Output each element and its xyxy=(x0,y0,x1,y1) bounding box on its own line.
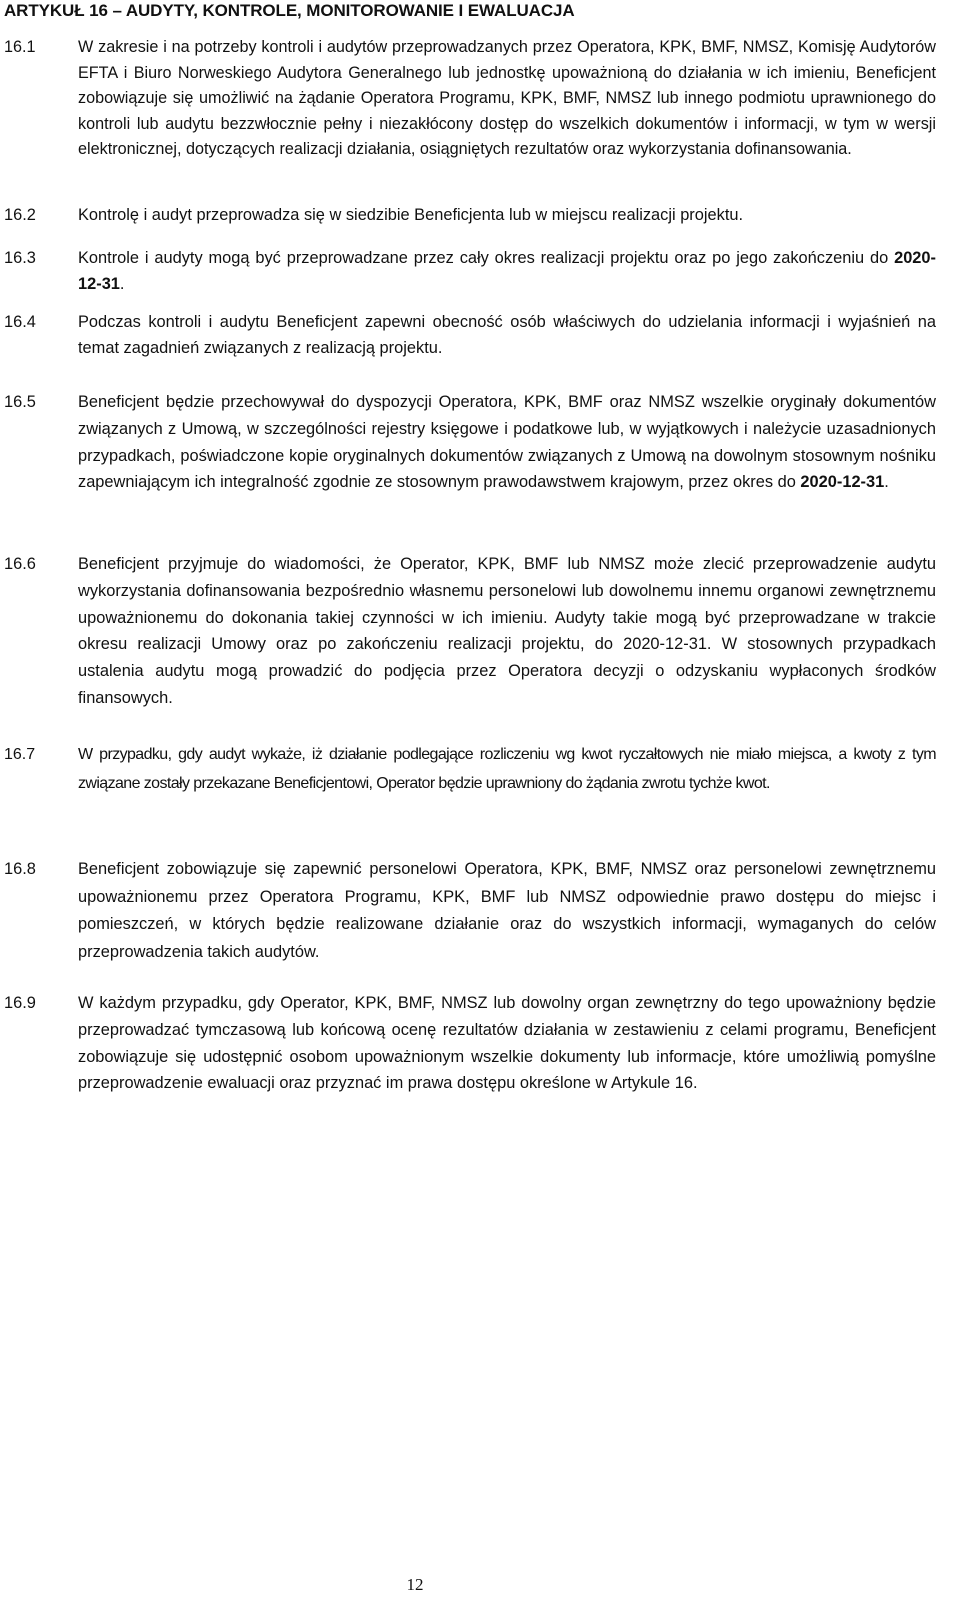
section-number: 16.1 xyxy=(4,38,36,56)
section-number: 16.4 xyxy=(4,313,36,331)
sentence-end: . xyxy=(884,473,889,492)
section-text: Beneficjent przyjmuje do wiadomości, że Operator, KPK, BMF lub NMSZ może zlecić przeprowadzenie audytu wykorzystania dofinansowania bezpośrednio własnemu personelowi lub dowolnemu innemu organowi zewnętrznemu upoważnionemu do dokonania takiej czynności w ich imieniu. Audyty takie mogą być przeprowadzane w trakcie okresu realizacji Umowy oraz po zakończeniu realizacji projektu, do 2020-12-31. W stosownych przypadkach ustalenia audytu mogą prowadzić do podjęcia przez Operatora decyzji o odzyskaniu wypłaconych środków finansowych. xyxy=(78,555,936,707)
section-16-5 xyxy=(4,389,936,496)
article-heading: ARTYKUŁ 16 – AUDYTY, KONTROLE, MONITOROWANIE I EWALUACJA xyxy=(4,1,575,20)
section-text: Kontrolę i audyt przeprowadza się w siedzibie Beneficjenta lub w miejscu realizacji projektu. xyxy=(78,206,744,224)
section-text: Kontrole i audyty mogą być przeprowadzane przez cały okres realizacji projektu oraz po jego zakończeniu do xyxy=(78,249,895,267)
section-text: Podczas kontroli i audytu Beneficjent zapewni obecność osób właściwych do udzielania informacji i wyjaśnień na temat zagadnień związanych z realizacją projektu. xyxy=(78,313,936,358)
sentence-end: . xyxy=(119,275,125,294)
section-number: 16.6 xyxy=(4,555,36,573)
section-text: W każdym przypadku, gdy Operator, KPK, BMF, NMSZ lub dowolny organ zewnętrzny do tego upoważniony będzie przeprowadzać tymczasową lub końcową ocenę rezultatów działania w zestawieniu z celami programu, Beneficjent zobowiązuje się udostępnić osobom upoważnionym wszelkie dokumenty lub informacje, które umożliwią pomyślne przeprowadzenie ewaluacji oraz przyznać im prawa dostępu określone w Artykule 16. xyxy=(78,994,936,1093)
section-number: 16.2 xyxy=(4,206,36,224)
page-number: 12 xyxy=(406,1575,424,1594)
section-text: W zakresie i na potrzeby kontroli i audytów przeprowadzanych przez Operatora, KPK, BMF, NMSZ, Komisję Audytorów EFTA i Biuro Norweskiego Audytora Generalnego lub jednostkę upoważnioną do działania w ich imieniu, Beneficjent zobowiązuje się umożliwić na żądanie Operatora Programu, KPK, BMF, NMSZ lub innego podmiotu uprawnionego do kontroli lub audytu bezzwłocznie pełny i niezakłócony dostęp do wszelkich dokumentów i informacji, w tym w wersji elektronicznej, dotyczących realizacji działania, osiągniętych rezultatów oraz wykorzystania dofinansowania. xyxy=(78,38,936,158)
section-text-container xyxy=(78,245,936,298)
deadline-date: 2020-12-31 xyxy=(800,473,885,492)
section-text-container xyxy=(78,389,936,496)
section-16-4 xyxy=(4,309,936,362)
deadline-date: 2020-12-31 xyxy=(78,249,936,294)
section-number: 16.8 xyxy=(4,860,36,878)
section-text: Beneficjent będzie przechowywał do dyspozycji Operatora, KPK, BMF oraz NMSZ wszelkie oryginały dokumentów związanych z Umową, w szczególności rejestry księgowe i podatkowe lub, w wyjątkowych i należycie uzasadnionych przypadkach, poświadczone kopie oryginalnych dokumentów związanych z Umową na dowolnym stosownym nośniku zapewniającym ich integralność zgodnie ze stosownym prawodawstwem krajowym, przez okres do xyxy=(78,393,936,492)
section-16-7 xyxy=(4,740,936,798)
section-16-3 xyxy=(4,245,936,298)
section-16-6 xyxy=(4,551,936,712)
section-text: W przypadku, gdy audyt wykaże, iż działanie podlegające rozliczeniu wg kwot ryczałtowych nie miało miejsca, a kwoty z tym związane zostały przekazane Beneficjentowi, Operator będzie uprawniony do żądania zwrotu tychże kwot. xyxy=(78,746,936,792)
section-number: 16.3 xyxy=(4,249,36,267)
section-16-1 xyxy=(4,35,936,163)
section-number: 16.7 xyxy=(4,746,36,763)
section-number: 16.5 xyxy=(4,393,36,411)
section-16-9 xyxy=(4,990,936,1097)
section-text: Beneficjent zobowiązuje się zapewnić personelowi Operatora, KPK, BMF, NMSZ oraz personelowi zewnętrznemu upoważnionemu przez Operatora Programu, KPK, BMF lub NMSZ odpowiednie prawo dostępu do miejsc i pomieszczeń, w których będzie realizowane działanie oraz do wszystkich informacji, wymaganych do celów przeprowadzenia takich audytów. xyxy=(78,860,936,961)
section-number: 16.9 xyxy=(4,994,36,1012)
section-16-8 xyxy=(4,856,936,966)
section-16-2 xyxy=(4,202,936,228)
